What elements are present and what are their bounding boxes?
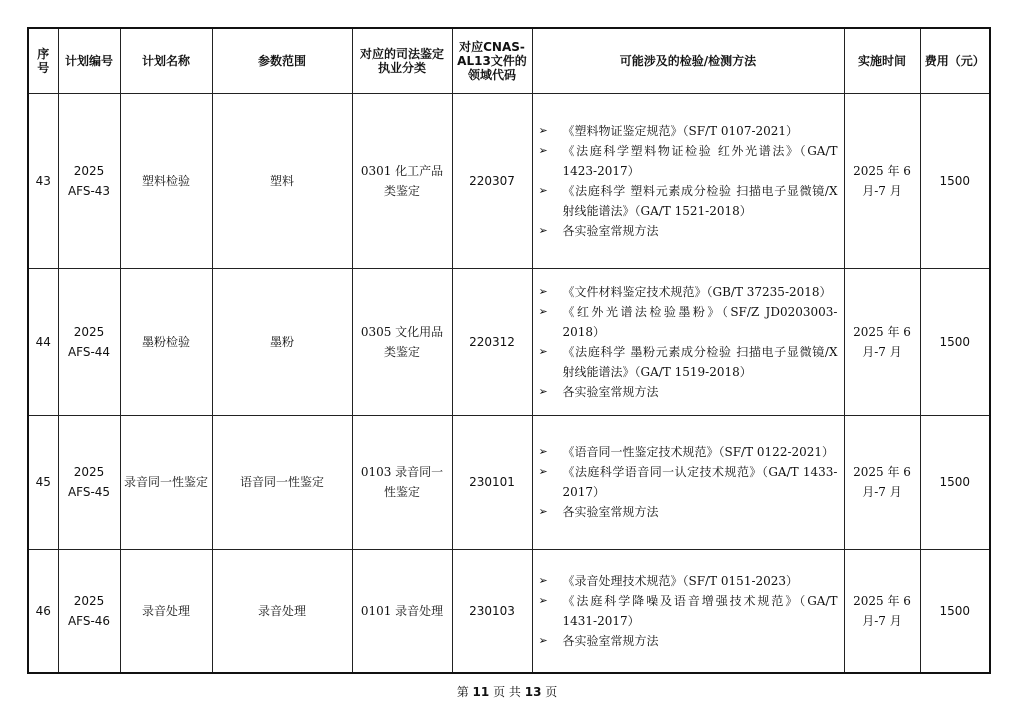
footer-page-number: 11 [472,685,490,699]
cell-fee: 1500 [920,93,990,268]
header-fee: 费用（元） [920,28,990,93]
plan-no-id: AFS-45 [67,485,111,499]
method-text: 各实验室常规方法 [562,633,659,648]
arrow-bullet-icon: ➢ [538,633,548,647]
cell-category: 0103 录音同一性鉴定 [352,415,452,549]
cell-plan-no [58,268,120,415]
cell-code: 230103 [452,549,532,673]
method-item [539,591,838,631]
method-text: 《法庭科学语音同一认定技术规范》（GA/T 1433-2017） [562,465,838,499]
header-seq: 序号 [28,28,58,93]
footer-middle: 页 共 [493,685,521,699]
cell-code: 220307 [452,93,532,268]
method-text: 《法庭科学 墨粉元素成分检验 扫描电子显微镜/X 射线能谱法》（GA/T 1519-2018） [562,344,838,379]
plan-no-id: AFS-44 [67,344,111,359]
arrow-bullet-icon: ➢ [538,223,548,237]
arrow-bullet-icon: ➢ [538,573,548,587]
plan-no-id: AFS-43 [67,183,111,198]
cell-scope: 墨粉 [212,268,352,415]
footer-total-pages: 13 [524,685,542,699]
cell-plan-no [58,93,120,268]
header-time: 实施时间 [844,28,920,93]
table-row [28,415,990,549]
method-text: 各实验室常规方法 [562,384,659,399]
method-item [539,442,838,462]
table-row [28,268,990,415]
cell-seq: 43 [28,93,58,268]
method-item [539,141,838,181]
method-text: 《法庭科学 塑料元素成分检验 扫描电子显微镜/X 射线能谱法》（GA/T 1521-2018） [562,183,838,218]
method-item [539,221,838,241]
cell-methods [532,415,844,549]
plan-no-id: AFS-46 [67,613,111,628]
cell-scope: 塑料 [212,93,352,268]
header-code: 对应CNAS-AL13文件的领域代码 [452,28,532,93]
plan-no-year: 2025 [73,324,105,339]
arrow-bullet-icon: ➢ [538,143,548,157]
cell-time: 2025 年 6 月-7 月 [844,268,920,415]
cell-category: 0305 文化用品类鉴定 [352,268,452,415]
arrow-bullet-icon: ➢ [538,304,548,318]
method-text: 《法庭科学降噪及语音增强技术规范》（GA/T 1431-2017） [562,593,838,628]
cell-fee: 1500 [920,549,990,673]
cell-category: 0301 化工产品类鉴定 [352,93,452,268]
method-text: 各实验室常规方法 [562,505,659,519]
arrow-bullet-icon: ➢ [538,384,548,398]
plan-no-year: 2025 [73,465,105,479]
cell-plan-name: 墨粉检验 [120,268,212,415]
cell-category: 0101 录音处理 [352,549,452,673]
cell-fee: 1500 [920,268,990,415]
cell-seq: 44 [28,268,58,415]
footer-prefix: 第 [456,685,469,699]
method-text: 各实验室常规方法 [562,223,659,238]
arrow-bullet-icon: ➢ [538,183,548,197]
method-item [539,382,838,402]
table-row [28,93,990,268]
cell-time: 2025 年 6 月-7 月 [844,93,920,268]
header-plan-no: 计划编号 [58,28,120,93]
arrow-bullet-icon: ➢ [538,465,548,478]
cell-code: 220312 [452,268,532,415]
footer-suffix: 页 [545,685,558,699]
method-item [539,121,838,141]
method-text: 《法庭科学塑料物证检验 红外光谱法》（GA/T 1423-2017） [562,143,838,178]
method-text: 《红外光谱法检验墨粉》（SF/Z JD0203003-2018） [562,304,838,339]
cell-fee: 1500 [920,415,990,549]
cell-time: 2025 年 6 月-7 月 [844,415,920,549]
arrow-bullet-icon: ➢ [538,123,548,137]
cell-plan-name: 录音处理 [120,549,212,673]
plan-no-year: 2025 [73,163,105,178]
arrow-bullet-icon: ➢ [538,344,548,358]
table-row [28,549,990,673]
cell-code: 230101 [452,415,532,549]
method-item [539,631,838,651]
method-text: 《文件材料鉴定技术规范》（GB/T 37235-2018） [562,284,832,299]
cell-methods [532,549,844,673]
cell-time: 2025 年 6 月-7 月 [844,549,920,673]
method-item [539,181,838,221]
arrow-bullet-icon: ➢ [538,505,548,518]
arrow-bullet-icon: ➢ [538,445,548,458]
method-text: 《塑料物证鉴定规范》（SF/T 0107-2021） [562,123,799,138]
cell-plan-no [58,415,120,549]
table-header-row [28,28,990,93]
cell-plan-name: 塑料检验 [120,93,212,268]
header-scope: 参数范围 [212,28,352,93]
header-methods: 可能涉及的检验/检测方法 [532,28,844,93]
cell-methods [532,93,844,268]
page-footer [0,683,1014,700]
method-item [539,342,838,382]
cell-plan-no [58,549,120,673]
cell-seq: 45 [28,415,58,549]
method-item [539,302,838,342]
method-item [539,502,838,522]
header-category: 对应的司法鉴定执业分类 [352,28,452,93]
cell-scope: 录音处理 [212,549,352,673]
cell-methods [532,268,844,415]
cell-scope: 语音同一性鉴定 [212,415,352,549]
cell-plan-name: 录音同一性鉴定 [120,415,212,549]
header-plan-name: 计划名称 [120,28,212,93]
method-text: 《录音处理技术规范》（SF/T 0151-2023） [562,573,799,588]
plan-table [27,27,991,674]
arrow-bullet-icon: ➢ [538,284,548,298]
arrow-bullet-icon: ➢ [538,593,548,607]
plan-no-year: 2025 [73,593,105,608]
method-item [539,462,838,502]
cell-seq: 46 [28,549,58,673]
method-item [539,282,838,302]
method-text: 《语音同一性鉴定技术规范》（SF/T 0122-2021） [562,445,835,459]
method-item [539,571,838,591]
